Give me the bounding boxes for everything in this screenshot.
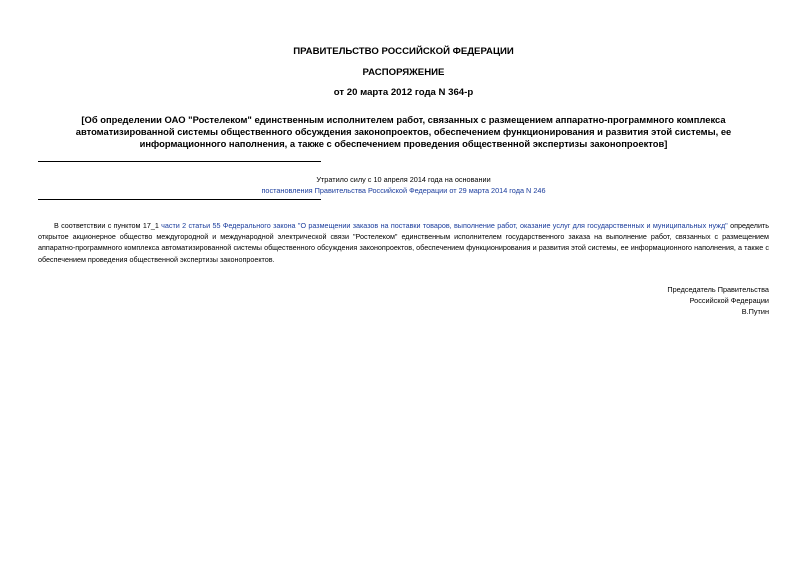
signature-position-line2: Российской Федерации xyxy=(689,296,769,305)
repeal-decree-link[interactable]: постановления Правительства Российской Федерации от 29 марта 2014 года N 246 xyxy=(261,186,546,195)
federal-law-link[interactable]: части 2 статьи 55 Федерального закона "О размещении заказов на поставки товаров, выполнение работ, оказание услуг для государственных и муниципальных нужд" xyxy=(161,221,728,230)
government-heading: ПРАВИТЕЛЬСТВО РОССИЙСКОЙ ФЕДЕРАЦИИ xyxy=(293,46,514,57)
divider-top xyxy=(38,161,321,162)
divider-bottom xyxy=(38,199,321,200)
document-type-heading: РАСПОРЯЖЕНИЕ xyxy=(362,67,445,78)
body-text-suffix: определить открытое акционерное общество междугородной и международной электрической связи "Ростелеком" единственным исполнителем государственного заказа на выполнение работ, связанных с размещением аппаратно-программного комплекса автоматизированной системы общественного обсуждения законопроектов, обеспечением функционирования и развития этой системы, ее информационного наполнения, а также с обеспечением проведения общественной экспертизы законопроектов. xyxy=(38,221,769,264)
signature-name: В.Путин xyxy=(741,307,769,316)
date-number-heading: от 20 марта 2012 года N 364-р xyxy=(333,87,474,98)
repeal-note-link-line xyxy=(38,186,769,196)
body-text-prefix: В соответствии с пунктом 17_1 xyxy=(54,221,162,230)
signature-position-line1: Председатель Правительства xyxy=(667,285,769,294)
body-paragraph xyxy=(38,220,769,265)
document-title: [Об определении ОАО "Ростелеком" единственным исполнителем работ, связанных с размещением аппаратно-программного комплекса автоматизированной системы общественного обсуждения законопроектов, обеспечением функционирования и развития этой системы, ее информационного наполнения, а также с обеспечением проведения общественной экспертизы законопроектов] xyxy=(75,114,732,149)
repeal-note: Утратило силу с 10 апреля 2014 года на основании xyxy=(316,175,491,184)
